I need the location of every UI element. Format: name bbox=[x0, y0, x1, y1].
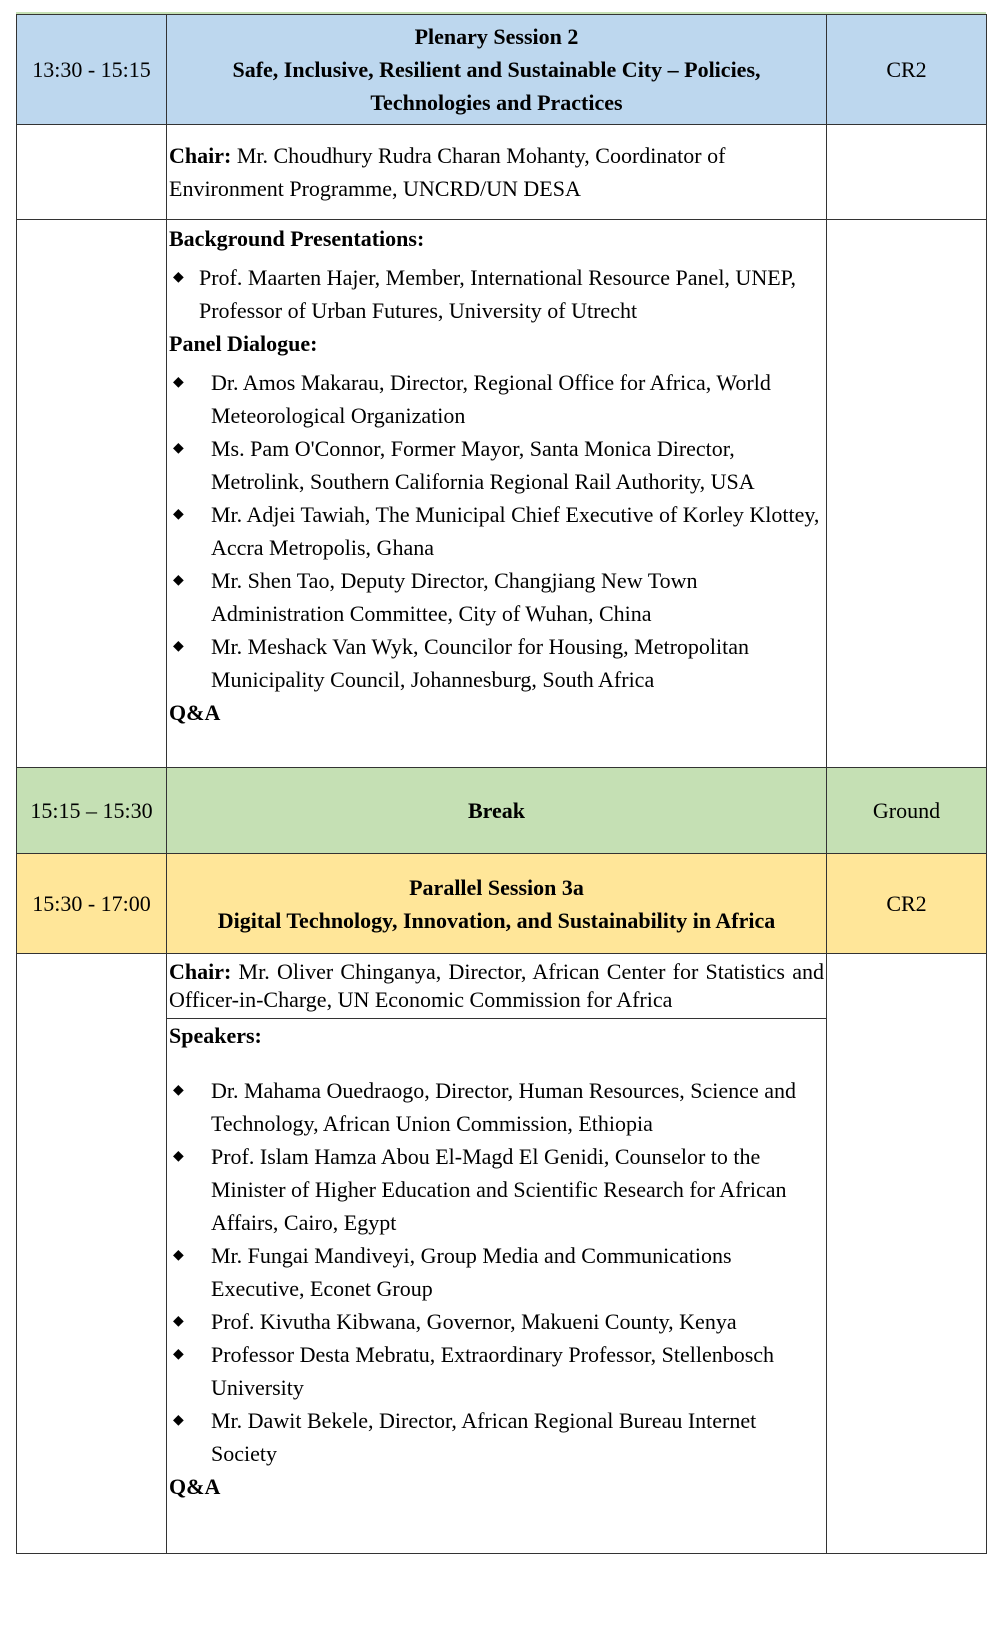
list-item-text: Mr. Meshack Van Wyk, Councilor for Housing, Metropolitan Municipality Council, Johannesburg, South Africa bbox=[211, 634, 750, 692]
chair-text bbox=[167, 125, 826, 205]
break-title: Break bbox=[167, 768, 827, 854]
empty-room-cell bbox=[827, 954, 987, 1554]
session-room: CR2 bbox=[827, 15, 987, 125]
diamond-bullet-icon: ◆ bbox=[173, 1413, 184, 1428]
list-item bbox=[169, 630, 824, 696]
list-item-text: Mr. Adjei Tawiah, The Municipal Chief Executive of Korley Klottey, Accra Metropolis, Ghana bbox=[211, 502, 820, 560]
plenary-session-2-header-row bbox=[17, 15, 987, 125]
diamond-bullet-icon: ◆ bbox=[173, 639, 184, 654]
list-item-text: Mr. Dawit Bekele, Director, African Regional Bureau Internet Society bbox=[211, 1408, 757, 1466]
parallel-session-3a-header-row bbox=[17, 854, 987, 954]
diamond-bullet-icon: ◆ bbox=[173, 441, 184, 456]
list-item-text: Mr. Fungai Mandiveyi, Group Media and Communications Executive, Econet Group bbox=[211, 1243, 732, 1301]
list-item-text: Dr. Amos Makarau, Director, Regional Office for Africa, World Meteorological Organization bbox=[211, 370, 771, 428]
speakers-cell bbox=[167, 220, 827, 768]
speakers-label: Speakers: bbox=[169, 1023, 262, 1048]
session-title-line: Digital Technology, Innovation, and Sustainability in Africa bbox=[217, 907, 776, 933]
plenary-speakers-row bbox=[17, 220, 987, 768]
diamond-bullet-icon: ◆ bbox=[173, 1248, 184, 1263]
diamond-bullet-icon: ◆ bbox=[173, 375, 184, 390]
list-item-text: Prof. Islam Hamza Abou El-Magd El Genidi, Counselor to the Minister of Higher Education and Scientific Research for African Affairs, Cairo, Egypt bbox=[211, 1144, 787, 1235]
diamond-bullet-icon: ◆ bbox=[173, 1314, 184, 1329]
speakers-list bbox=[169, 1074, 824, 1470]
session-title-line: Technologies and Practices bbox=[370, 90, 623, 115]
speakers-cell bbox=[167, 954, 827, 1554]
chair-label: Chair: bbox=[169, 959, 232, 984]
empty-room-cell bbox=[827, 125, 987, 220]
break-time: 15:15 – 15:30 bbox=[17, 768, 167, 854]
empty-time-cell bbox=[17, 125, 167, 220]
parallel-speakers-row bbox=[17, 954, 987, 1554]
session-title-line: Parallel Session 3a bbox=[409, 874, 584, 900]
diamond-bullet-icon: ◆ bbox=[173, 270, 184, 285]
diamond-bullet-icon: ◆ bbox=[173, 573, 184, 588]
panel-dialogue-label: Panel Dialogue: bbox=[169, 331, 318, 356]
qa-label: Q&A bbox=[169, 700, 221, 725]
chair-name: Mr. Choudhury Rudra Charan Mohanty, Coordinator of Environment Programme, UNCRD/UN DESA bbox=[169, 143, 726, 201]
list-item-text: Professor Desta Mebratu, Extraordinary Professor, Stellenbosch University bbox=[211, 1342, 775, 1400]
list-item-text: Ms. Pam O'Connor, Former Mayor, Santa Monica Director, Metrolink, Southern California Regional Rail Authority, USA bbox=[211, 436, 755, 494]
background-presentations-label: Background Presentations: bbox=[169, 226, 425, 251]
chair-text bbox=[167, 954, 826, 1014]
list-item-text: Prof. Maarten Hajer, Member, International Resource Panel, UNEP, Professor of Urban Futures, University of Utrecht bbox=[199, 265, 796, 323]
empty-time-cell bbox=[17, 954, 167, 1554]
list-item bbox=[169, 1404, 824, 1470]
list-item bbox=[169, 1305, 824, 1338]
list-item-text: Mr. Shen Tao, Deputy Director, Changjiang New Town Administration Committee, City of Wuhan, China bbox=[211, 568, 698, 626]
session-title bbox=[167, 854, 827, 954]
list-item bbox=[169, 261, 824, 327]
agenda-table bbox=[16, 14, 987, 1554]
break-row bbox=[17, 768, 987, 854]
list-item bbox=[169, 1239, 824, 1305]
panel-dialogue-list bbox=[169, 366, 824, 696]
list-item bbox=[169, 1140, 824, 1239]
list-item bbox=[169, 1074, 824, 1140]
list-item bbox=[169, 1338, 824, 1404]
empty-room-cell bbox=[827, 220, 987, 768]
session-title-line: Plenary Session 2 bbox=[414, 24, 579, 49]
agenda-sheet bbox=[16, 14, 986, 1554]
chair-name: Mr. Oliver Chinganya, Director, African Center for Statistics and Officer-in-Charge, UN Economic Commission for Africa bbox=[169, 959, 824, 1012]
session-time: 13:30 - 15:15 bbox=[17, 15, 167, 125]
session-title-line: Safe, Inclusive, Resilient and Sustainable City – Policies, bbox=[232, 57, 761, 82]
list-item bbox=[169, 498, 824, 564]
session-title bbox=[167, 15, 827, 125]
list-item bbox=[169, 432, 824, 498]
session-room: CR2 bbox=[827, 854, 987, 954]
session-time: 15:30 - 17:00 bbox=[17, 854, 167, 954]
list-item bbox=[169, 366, 824, 432]
chair-label: Chair: bbox=[169, 143, 232, 168]
chair-cell bbox=[167, 125, 827, 220]
diamond-bullet-icon: ◆ bbox=[173, 1149, 184, 1164]
plenary-chair-row bbox=[17, 125, 987, 220]
empty-time-cell bbox=[17, 220, 167, 768]
background-presentations-list bbox=[169, 261, 824, 327]
diamond-bullet-icon: ◆ bbox=[173, 1347, 184, 1362]
break-room: Ground bbox=[827, 768, 987, 854]
list-item-text: Prof. Kivutha Kibwana, Governor, Makueni County, Kenya bbox=[211, 1309, 737, 1334]
diamond-bullet-icon: ◆ bbox=[173, 1083, 184, 1098]
list-item bbox=[169, 564, 824, 630]
list-item-text: Dr. Mahama Ouedraogo, Director, Human Resources, Science and Technology, African Union Commission, Ethiopia bbox=[211, 1078, 796, 1136]
qa-label: Q&A bbox=[169, 1474, 221, 1499]
diamond-bullet-icon: ◆ bbox=[173, 507, 184, 522]
